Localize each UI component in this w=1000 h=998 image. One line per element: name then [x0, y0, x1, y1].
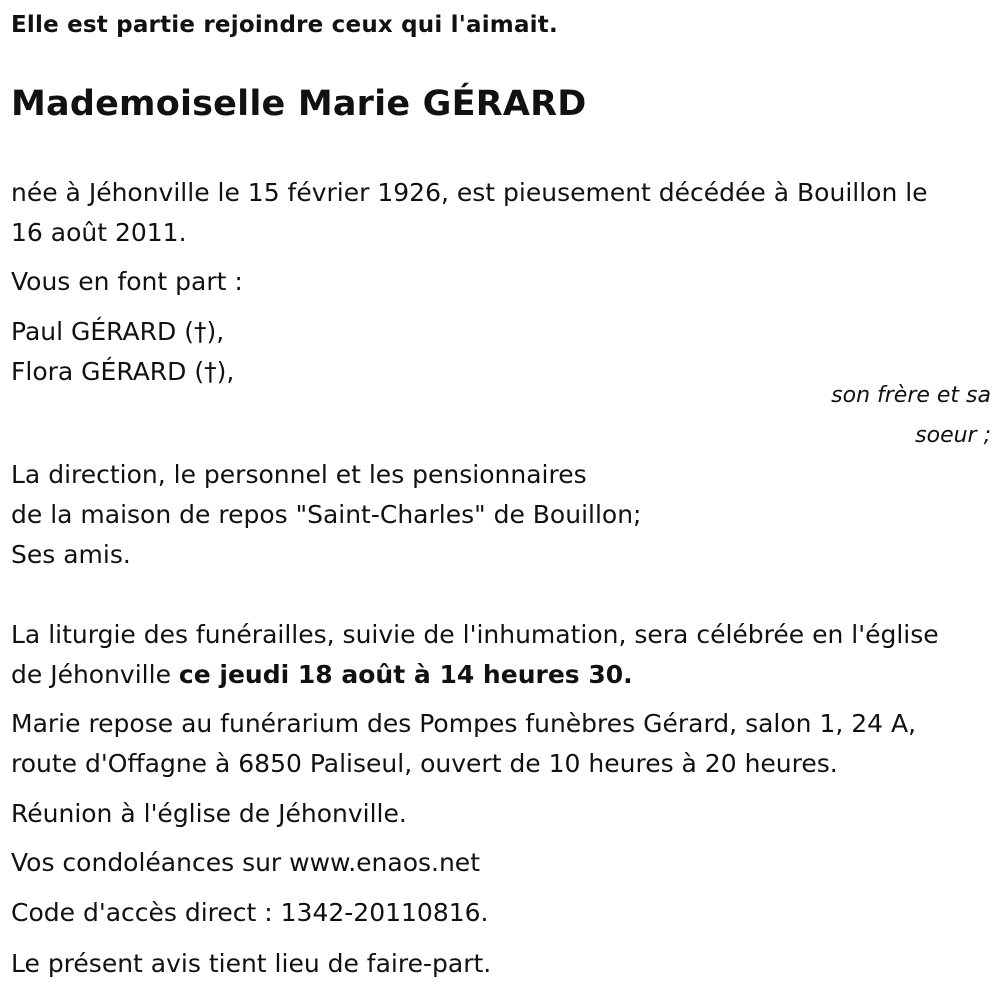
- liturgy-place: de Jéhonville: [11, 660, 179, 689]
- funerarium-line-2: route d'Offagne à 6850 Paliseul, ouvert de 10 heures à 20 heures.: [11, 749, 838, 778]
- liturgy-line-2: [11, 655, 633, 695]
- funerarium-line-1: Marie repose au funérarium des Pompes funèbres Gérard, salon 1, 24 A,: [11, 709, 917, 738]
- relation-line-1: son frère et sa: [831, 383, 991, 408]
- access-code: Code d'accès direct : 1342-20110816.: [11, 898, 489, 927]
- deceased-name: Mademoiselle Marie GÉRARD: [11, 84, 587, 124]
- others-line: Ses amis.: [11, 540, 131, 569]
- birth-death-line-2: 16 août 2011.: [11, 218, 187, 247]
- liturgy-line-1: La liturgie des funérailles, suivie de l'inhumation, sera célébrée en l'église: [11, 620, 939, 649]
- family-member: Paul GÉRARD (†),: [11, 317, 225, 346]
- birth-death-line-1: née à Jéhonville le 15 février 1926, est pieusement décédée à Bouillon le: [11, 178, 928, 207]
- family-member: Flora GÉRARD (†),: [11, 357, 235, 386]
- relation-line-2: soeur ;: [915, 423, 991, 448]
- others-line: de la maison de repos "Saint-Charles" de Bouillon;: [11, 500, 642, 529]
- epitaph: Elle est partie rejoindre ceux qui l'aimait.: [11, 12, 558, 38]
- liturgy-date: ce jeudi 18 août à 14 heures 30.: [178, 660, 633, 689]
- meeting-info: Réunion à l'église de Jéhonville.: [11, 799, 407, 828]
- condolences-info: Vos condoléances sur www.enaos.net: [11, 848, 480, 877]
- others-line: La direction, le personnel et les pensionnaires: [11, 460, 587, 489]
- announcers-intro: Vous en font part :: [11, 267, 243, 296]
- closing-note: Le présent avis tient lieu de faire-part.: [11, 949, 492, 978]
